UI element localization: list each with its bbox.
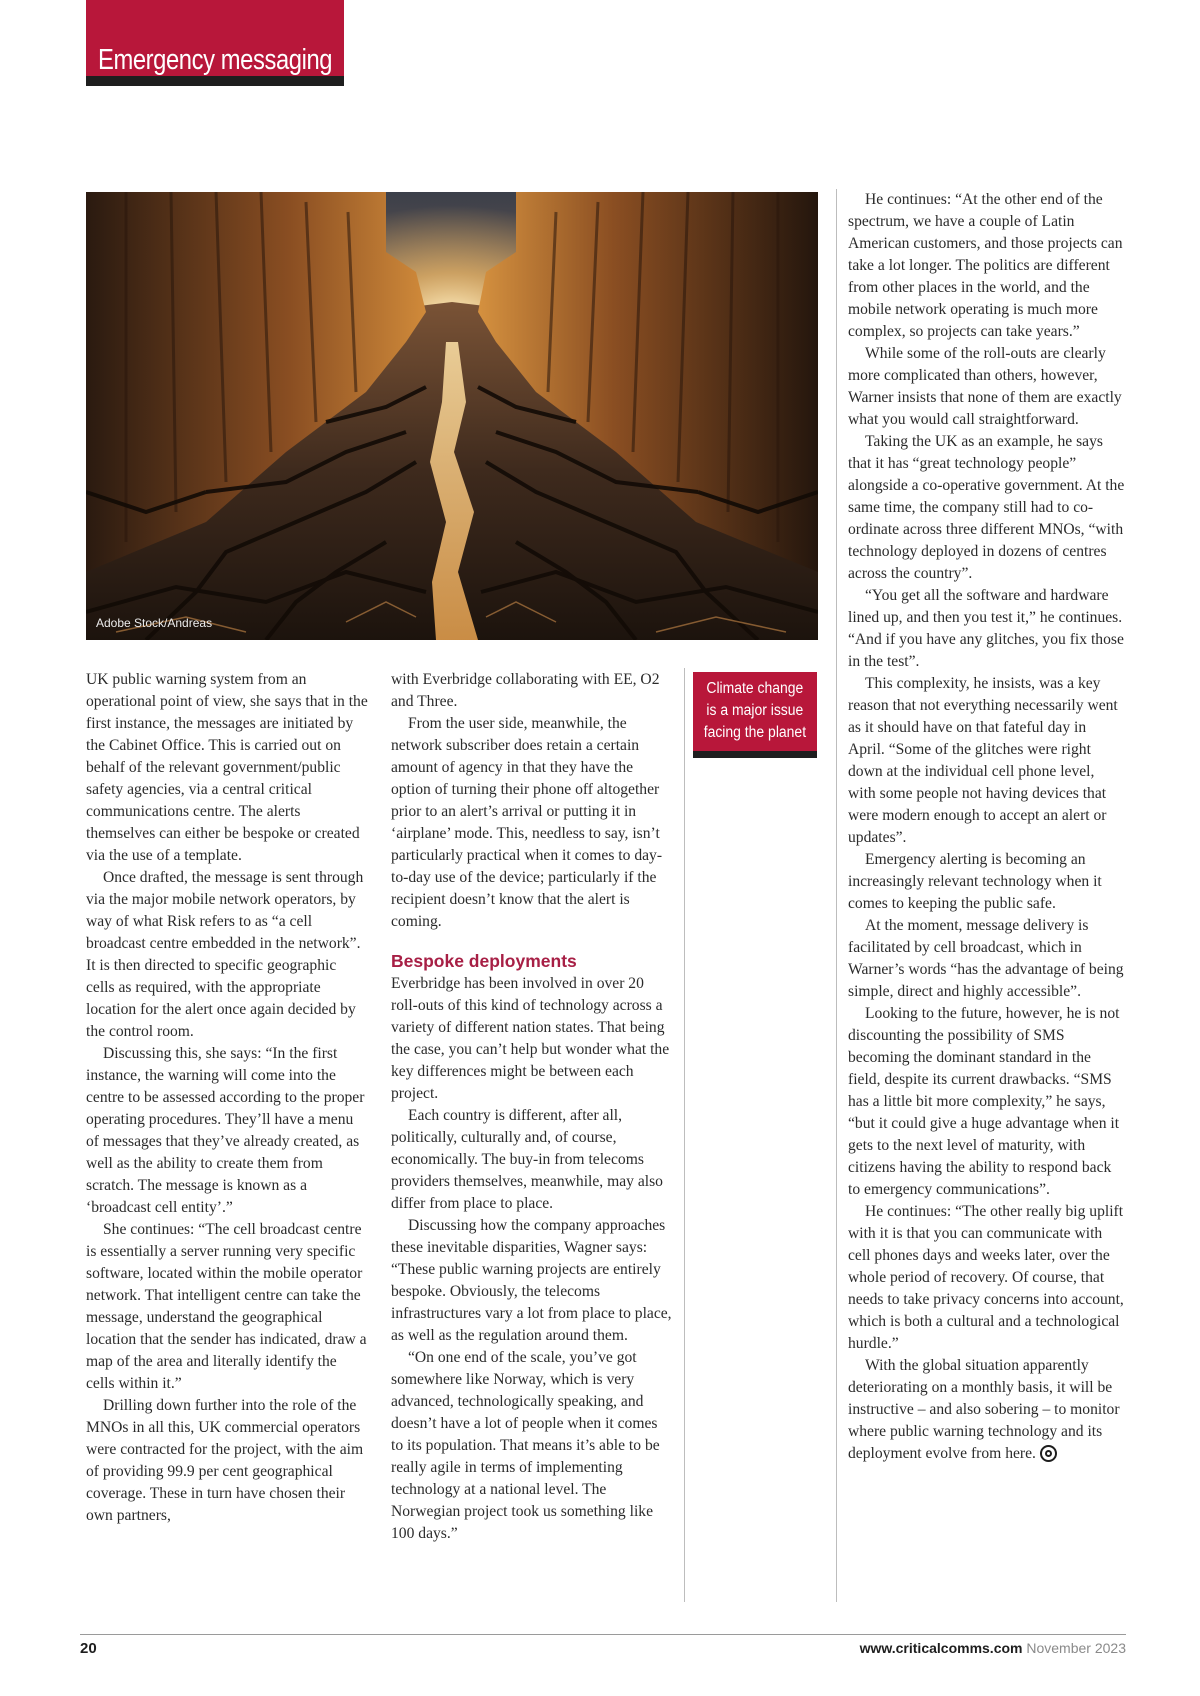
column-3-paragraph: “You get all the software and hardware lined up, and then you test it,” he continues. “And if you have any glitches, you fix those in the test”. — [848, 587, 1124, 670]
column-2-paragraph: Discussing how the company approaches these inevitable disparities, Wagner says: “These public warning projects are entirely bespoke. Obviously, the telecoms infrastructures vary a lot from place to place, as well as the regulation around them. — [391, 1217, 672, 1344]
footer-url[interactable]: www.criticalcomms.com — [859, 1640, 1023, 1656]
column-2-paragraph: with Everbridge collaborating with EE, O2 and Three. — [391, 671, 660, 710]
column-1-paragraph: Once drafted, the message is sent through via the major mobile network operators, by way of what Risk refers to as “a cell broadcast centre embedded in the network”. It is then directed to specific geographic cells as required, with the appropriate location for the alert once again decided by the control room. — [86, 869, 364, 1040]
column-3-paragraph: He continues: “At the other end of the spectrum, we have a couple of Latin American customers, and those projects can take a lot longer. The politics are different from other places in the world, and the mobile network operating is much more complex, so projects can take years.” — [848, 191, 1123, 340]
column-divider — [836, 189, 837, 1602]
column-3-paragraph: At the moment, message delivery is facilitated by cell broadcast, which in Warner’s words “has the advantage of being simple, direct and highly accessible”. — [848, 917, 1124, 1000]
column-1-paragraph: UK public warning system from an operational point of view, she says that in the first instance, the messages are initiated by the Cabinet Office. This is carried out on behalf of the relevant government/public safety agencies, via a central critical communications centre. The alerts themselves can either be bespoke or created via the use of a template. — [86, 671, 368, 864]
column-2 — [391, 669, 673, 1545]
column-3-paragraph: Emergency alerting is becoming an increasingly relevant technology when it comes to keeping the public safe. — [848, 851, 1102, 912]
cracked-canyon-photo — [86, 192, 818, 640]
column-3-final-paragraph — [848, 1355, 1126, 1465]
column-3-paragraph: Taking the UK as an example, he says that it has “great technology people” alongside a co-operative government. At the same time, the company still had to co-ordinate across three different MNOs, “with technology deployed in dozens of centres across the country”. — [848, 433, 1125, 582]
column-2-paragraph: From the user side, meanwhile, the network subscriber does retain a certain amount of agency in that they have the option of turning their phone off altogether prior to an alert’s arrival or putting it in ‘airplane’ mode. This, needless to say, isn’t particularly practical when it comes to day-to-day use of the device; particularly if the recipient doesn’t know that the alert is coming. — [391, 715, 663, 930]
section-header — [86, 0, 344, 86]
column-1-paragraph: She continues: “The cell broadcast centre is essentially a server running very specific software, located within the mobile operator network. That intelligent centre can take the message, understand the geographical location that the sender has indicated, draw a map of the area and literally identify the cells within it.” — [86, 1221, 367, 1392]
pull-quote-line: facing the planet — [703, 724, 807, 741]
footer-date: November 2023 — [1026, 1640, 1126, 1656]
column-3-paragraph: While some of the roll-outs are clearly more complicated than others, however, Warner insists that none of them are exactly what you would call straightforward. — [848, 345, 1122, 428]
column-3-paragraph: With the global situation apparently deteriorating on a monthly basis, it will be instructive – and also sobering – to monitor where public warning technology and its deployment evolve from here. — [848, 1357, 1120, 1462]
column-1-paragraph: Discussing this, she says: “In the first instance, the warning will come into the centre to be assessed according to the proper operating procedures. They’ll have a menu of messages that they’ve already created, as well as the ability to create them from scratch. The message is known as a ‘broadcast cell entity’.” — [86, 1045, 365, 1216]
column-3-paragraph: He continues: “The other really big uplift with it is that you can communicate with cell phones days and weeks later, over the whole period of recovery. Of course, that needs to take privacy concerns into account, which is both a cultural and a technological hurdle.” — [848, 1203, 1124, 1352]
column-1-paragraph: Drilling down further into the role of the MNOs in all this, UK commercial operators were contracted for the project, with the aim of providing 99.9 per cent geographical coverage. These in turn have chosen their own partners, — [86, 1397, 364, 1524]
footer-rule — [80, 1634, 1126, 1635]
page-number: 20 — [80, 1640, 97, 1657]
column-1 — [86, 669, 368, 1527]
photo-credit: Adobe Stock/Andreas — [96, 616, 213, 630]
column-3-paragraph: Looking to the future, however, he is not discounting the possibility of SMS becoming the dominant standard in the field, despite its current drawbacks. “SMS has a little bit more complexity,” he says, “but it could give a huge advantage when it gets to the next level of maturity, with citizens having the ability to respond back to emergency communications”. — [848, 1005, 1120, 1198]
column-3-paragraph: This complexity, he insists, was a key reason that not everything necessarily went as it should have on that fateful day in April. “Some of the glitches were right down at the individual cell phone level, with some people not having devices that were modern enough to accept an alert or updates”. — [848, 675, 1118, 846]
pull-quote — [693, 672, 817, 758]
subheading-bespoke-deployments: Bespoke deployments — [391, 951, 577, 971]
column-divider — [684, 668, 685, 1602]
column-2-paragraph: “On one end of the scale, you’ve got somewhere like Norway, which is very advanced, technologically speaking, and doesn’t have a lot of people when it comes to its population. That means it’s able to be really agile in terms of implementing technology at a national level. The Norwegian project took us something like 100 days.” — [391, 1349, 660, 1542]
column-3 — [848, 189, 1126, 1465]
footer-info — [860, 1640, 1126, 1656]
column-2-paragraph: Everbridge has been involved in over 20 roll-outs of this kind of technology across a variety of different nation states. That being the case, you can’t help but wonder what the key differences might be between each project. — [391, 975, 670, 1102]
pull-quote-line: is a major issue — [706, 702, 804, 719]
pull-quote-line: Climate change — [706, 680, 804, 697]
hero-image — [86, 192, 818, 640]
section-title: Emergency messaging — [98, 44, 333, 76]
column-2-paragraph: Each country is different, after all, politically, culturally and, of course, economically. The buy-in from telecoms providers themselves, meanwhile, may also differ from place to place. — [391, 1107, 663, 1212]
end-of-article-icon — [1040, 1445, 1057, 1462]
